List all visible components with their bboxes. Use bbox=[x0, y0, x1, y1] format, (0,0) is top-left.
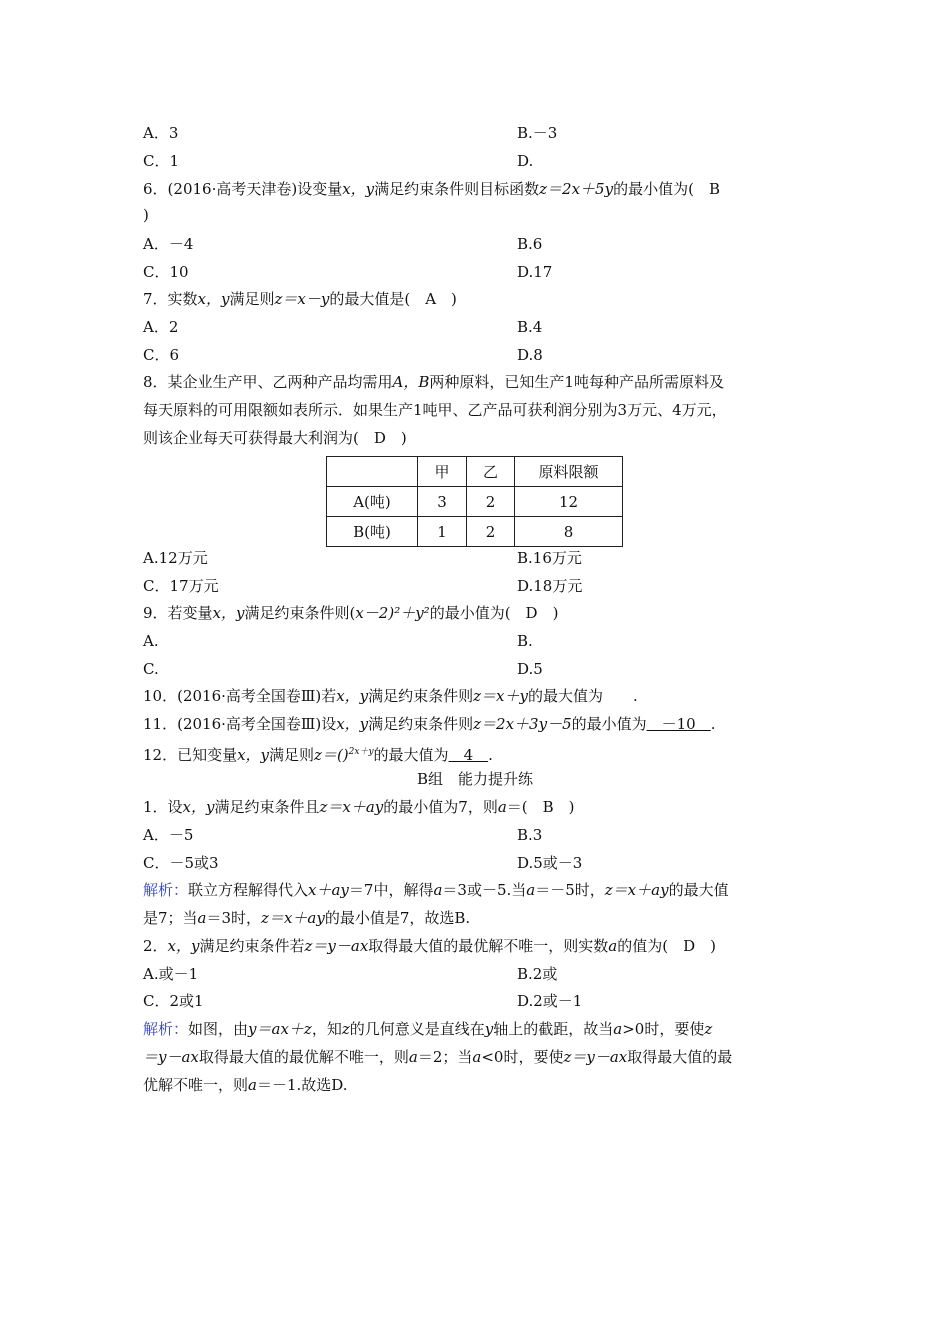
q9-option-b: B. bbox=[517, 632, 533, 650]
table-cell: 8 bbox=[515, 517, 623, 547]
b2-solution-1: 解析：如图，由y＝ax＋z，知z的几何意义是直线在y轴上的截距，故当a>0时，要使z bbox=[143, 1020, 713, 1038]
q8-option-b: B.16万元 bbox=[517, 549, 582, 567]
materials-table bbox=[326, 456, 623, 547]
b1-option-b: B.3 bbox=[517, 826, 543, 844]
q5-option-d: D. bbox=[517, 152, 534, 170]
b2-solution-2: ＝y－ax取得最大值的最优解不唯一，则a＝2；当a<0时，要使z＝y－ax取得最大值的最 bbox=[143, 1048, 733, 1066]
solution-label: 解析： bbox=[143, 1020, 189, 1038]
q11-stem: 11．(2016·高考全国卷Ⅲ)设x，y满足约束条件则z＝2x＋3y－5的最小值为 －10 . bbox=[143, 715, 716, 733]
b1-stem: 1．设x，y满足约束条件且z＝x＋ay的最小值为7，则a＝( B ) bbox=[143, 798, 575, 816]
q7-option-c: C．6 bbox=[143, 346, 180, 364]
b1-solution-2: 是7；当a＝3时，z＝x＋ay的最小值是7，故选B. bbox=[143, 909, 471, 927]
q8-option-c: C．17万元 bbox=[143, 577, 219, 595]
section-title: B组 能力提升练 bbox=[416, 770, 534, 788]
b1-option-a: A．－5 bbox=[143, 826, 194, 844]
q8-stem-1: 8．某企业生产甲、乙两种产品均需用A，B两种原料，已知生产1吨每种产品所需原料及 bbox=[143, 373, 724, 391]
q8-stem-3: 则该企业每天可获得最大利润为( D ) bbox=[143, 429, 407, 447]
table-row bbox=[327, 517, 623, 547]
q7-stem: 7．实数x，y满足则z＝x－y的最大值是( A ) bbox=[143, 290, 457, 308]
table-header-cell: 甲 bbox=[418, 457, 467, 487]
q9-option-d: D.5 bbox=[517, 660, 543, 678]
table-cell: 12 bbox=[515, 487, 623, 517]
q6-option-b: B.6 bbox=[517, 235, 543, 253]
q9-option-c: C. bbox=[143, 660, 159, 678]
q5-option-b: B.－3 bbox=[517, 124, 558, 142]
q8-option-d: D.18万元 bbox=[517, 577, 583, 595]
b1-solution-1: 解析：联立方程解得代入x＋ay＝7中，解得a＝3或－5.当a＝－5时，z＝x＋ay的最大值 bbox=[143, 881, 729, 899]
q6-option-a: A．－4 bbox=[143, 235, 194, 253]
q7-option-b: B.4 bbox=[517, 318, 543, 336]
q6-option-c: C．10 bbox=[143, 263, 189, 281]
table-cell: 3 bbox=[418, 487, 467, 517]
table-cell: 2 bbox=[467, 487, 515, 517]
q8-option-a: A.12万元 bbox=[143, 549, 208, 567]
q6-stem: 6．(2016·高考天津卷)设变量x，y满足约束条件则目标函数z＝2x＋5y的最小值为( B bbox=[143, 180, 720, 198]
table-header-row bbox=[327, 457, 623, 487]
q11-answer: －10 bbox=[646, 715, 711, 733]
q8-stem-2: 每天原料的可用限额如表所示．如果生产1吨甲、乙产品可获利润分别为3万元、4万元， bbox=[143, 401, 727, 419]
table-row bbox=[327, 487, 623, 517]
table-header-cell: 乙 bbox=[467, 457, 515, 487]
b1-option-c: C．－5或3 bbox=[143, 854, 219, 872]
q10-stem: 10．(2016·高考全国卷Ⅲ)若x，y满足约束条件则z＝x＋y的最大值为 . bbox=[143, 687, 638, 705]
q7-option-d: D.8 bbox=[517, 346, 543, 364]
q6-option-d: D.17 bbox=[517, 263, 553, 281]
table-header-cell bbox=[327, 457, 418, 487]
b2-solution-3: 优解不唯一，则a＝－1.故选D. bbox=[143, 1076, 348, 1094]
q12-answer: 4 bbox=[448, 746, 489, 764]
table-cell: 1 bbox=[418, 517, 467, 547]
b2-option-c: C．2或1 bbox=[143, 992, 204, 1010]
table-cell: B(吨) bbox=[327, 517, 418, 547]
table-cell: 2 bbox=[467, 517, 515, 547]
b2-option-a: A.或－1 bbox=[143, 965, 199, 983]
b2-option-d: D.2或－1 bbox=[517, 992, 583, 1010]
b1-option-d: D.5或－3 bbox=[517, 854, 583, 872]
b2-stem: 2．x，y满足约束条件若z＝y－ax取得最大值的最优解不唯一，则实数a的值为( D ) bbox=[143, 937, 716, 955]
q9-option-a: A. bbox=[143, 632, 159, 650]
q7-option-a: A．2 bbox=[143, 318, 179, 336]
q9-stem: 9．若变量x，y满足约束条件则(x－2)²＋y²的最小值为( D ) bbox=[143, 604, 559, 622]
q5-option-a: A．3 bbox=[143, 124, 179, 142]
b2-option-b: B.2或 bbox=[517, 965, 558, 983]
q6-stem-cont: ) bbox=[143, 206, 149, 224]
q5-option-c: C．1 bbox=[143, 152, 180, 170]
q12-stem: 12．已知变量x，y满足则z＝()$^{2x+y}$的最大值为 4 . bbox=[143, 746, 493, 764]
q12-exponent: 2x＋y bbox=[348, 747, 374, 757]
solution-label: 解析： bbox=[143, 881, 189, 899]
table-header-cell: 原料限额 bbox=[515, 457, 623, 487]
table-cell: A(吨) bbox=[327, 487, 418, 517]
